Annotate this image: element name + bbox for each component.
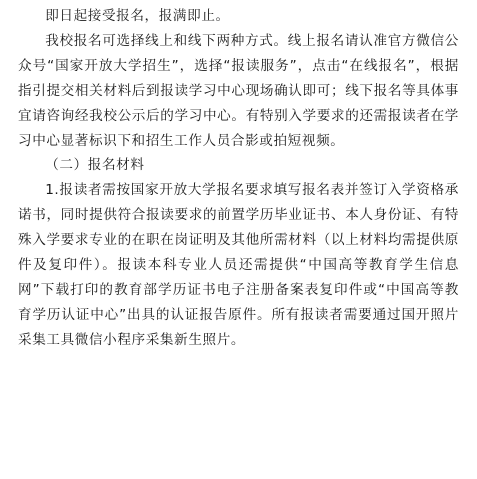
intro-line: 即日起接受报名，报满即止。: [45, 8, 230, 24]
registration-paragraph: 我校报名可选择线上和线下两种方式。线上报名请认准官方微信公众号“国家开放大学招生”，选择“报读服务”，点击“在线报名”，根据指引提交相关材料后到报读学习中心现场确认即可；线下报名等具体事宜请咨询经我校公示后的学习中心。有特别入学要求的还需报读者在学习中心显著标识下和招生工作人员合影或拍短视频。: [18, 32, 459, 149]
section-heading: （二）报名材料: [45, 157, 145, 174]
materials-paragraph: 1.报读者需按国家开放大学报名要求填写报名表并签订入学资格承诺书，同时提供符合报读要求的前置学历毕业证书、本人身份证、有特殊入学要求专业的在职在岗证明及其他所需材料（以上材料均需提供原件及复印件）。报读本科专业人员还需提供“中国高等教育学生信息网”下载打印的教育部学历证书电子注册备案表复印件或“中国高等教育学历认证中心”出具的认证报告原件。所有报读者需要通过国开照片采集工具微信小程序采集新生照片。: [18, 182, 459, 348]
